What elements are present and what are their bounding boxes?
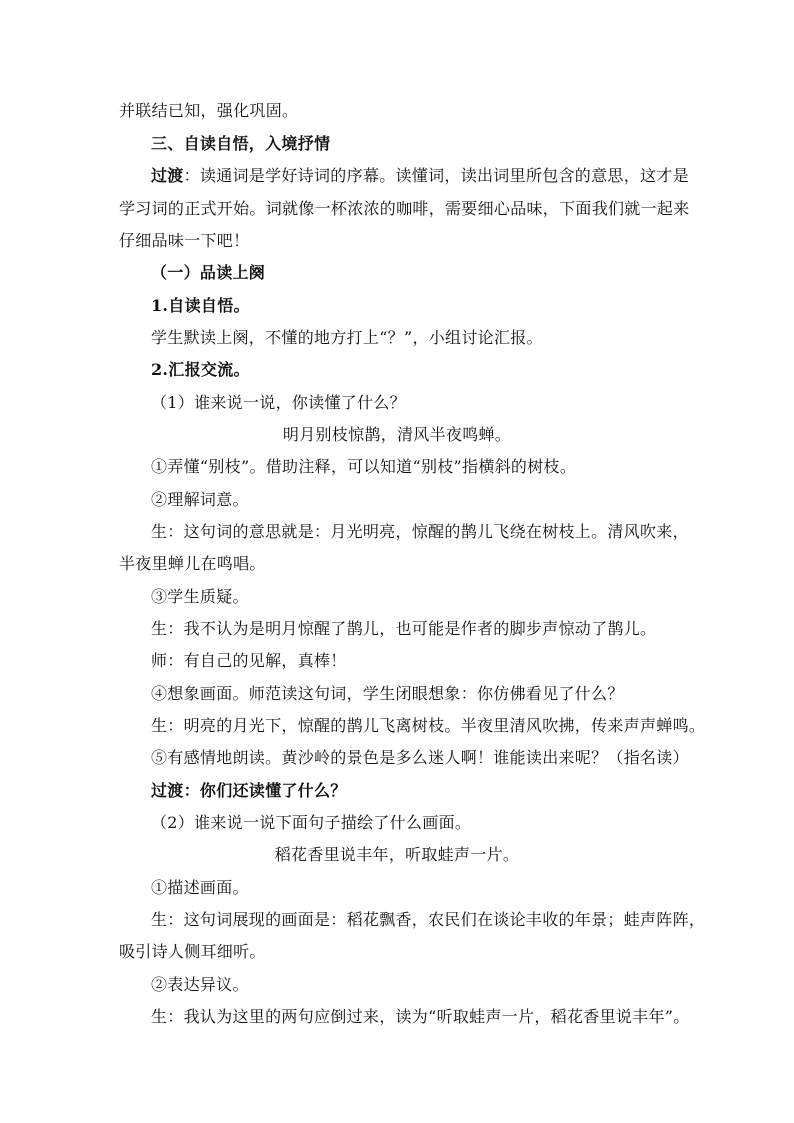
question-line: （1）谁来说一说，你读懂了什么？ <box>151 393 406 412</box>
paragraph-line: 并联结已知，强化巩固。 <box>119 101 299 120</box>
step-heading: 2.汇报交流。 <box>151 360 250 379</box>
paragraph-line: 学生默读上阕，不懂的地方打上“？”，小组讨论汇报。 <box>151 328 543 347</box>
paragraph-line: 生：我认为这里的两句应倒过来，读为“听取蛙声一片，稻花香里说丰年”。 <box>151 1007 690 1026</box>
transition-line: 过渡：你们还读懂了什么？ <box>151 781 347 800</box>
transition-text: ：读通词是学好诗词的序幕。读懂词，读出词里所包含的意思，这才是 <box>183 166 689 185</box>
paragraph-line: 学习词的正式开始。词就像一杯浓浓的咖啡，需要细心品味，下面我们就一起来 <box>119 199 690 218</box>
paragraph-line: 生：这句词的意思就是：月光明亮，惊醒的鹊儿飞绕在树枝上。清风吹来， <box>151 522 689 541</box>
transition-label: 过渡 <box>151 166 184 185</box>
question-line: （2）谁来说一说下面句子描绘了什么画面。 <box>151 813 472 832</box>
subsection-heading: （一）品读上阕 <box>151 263 266 282</box>
paragraph-line: ③学生质疑。 <box>151 587 249 606</box>
poem-line: 稻花香里说丰年，听取蛙声一片。 <box>274 845 520 864</box>
paragraph-line: 生：我不认为是明月惊醒了鹊儿，也可能是作者的脚步声惊动了鹊儿。 <box>151 619 657 638</box>
poem-line: 明月别枝惊鹊，清风半夜鸣蝉。 <box>282 425 512 444</box>
paragraph-line: 师：有自己的见解，真棒！ <box>151 651 347 670</box>
paragraph-line: ②表达异议。 <box>151 975 249 994</box>
paragraph-line: 半夜里蝉儿在鸣唱。 <box>119 554 266 573</box>
step-heading: 1.自读自悟。 <box>151 296 250 315</box>
paragraph-line: ①弄懂“别枝”。借助注释，可以知道“别枝”指横斜的树枝。 <box>151 457 577 476</box>
paragraph-line: 生：明亮的月光下，惊醒的鹊儿飞离树枝。半夜里清风吹拂，传来声声蝉鸣。 <box>151 716 706 735</box>
paragraph-line: 生：这句词展现的画面是：稻花飘香，农民们在谈论丰收的年景；蛙声阵阵， <box>151 910 706 929</box>
paragraph-line: ⑤有感情地朗读。黄沙岭的景色是多么迷人啊！谁能读出来呢？（指名读） <box>151 748 689 767</box>
paragraph-line: ②理解词意。 <box>151 490 249 509</box>
paragraph-line: 吸引诗人侧耳细听。 <box>119 942 266 961</box>
paragraph-line: ①描述画面。 <box>151 878 249 897</box>
paragraph-line: 仔细品味一下吧！ <box>119 231 250 250</box>
paragraph-line: ④想象画面。师范读这句词，学生闭眼想象：你仿佛看见了什么？ <box>151 684 624 703</box>
section-heading: 三、自读自悟，入境抒情 <box>151 134 331 153</box>
paragraph-line <box>151 166 689 186</box>
